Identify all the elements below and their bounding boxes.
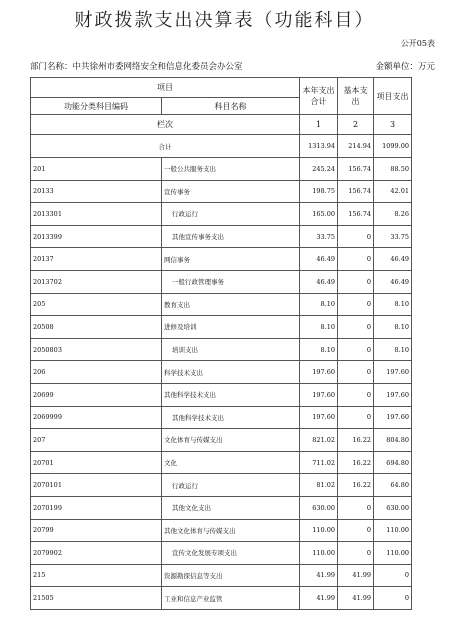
row-code: 2013301 [31, 203, 162, 226]
row-code: 2013399 [31, 225, 162, 248]
row-basic: 0 [338, 519, 374, 542]
row-basic: 156.74 [338, 203, 374, 226]
row-subject-name: 科学技术支出 [162, 361, 300, 384]
row-basic: 16.22 [338, 429, 374, 452]
row-basic: 156.74 [338, 158, 374, 181]
row-total: 821.02 [300, 429, 338, 452]
row-total: 245.24 [300, 158, 338, 181]
row-project: 110.00 [374, 519, 412, 542]
row-subject-name: 其他科学技术支出 [162, 383, 300, 406]
row-code: 20133 [31, 180, 162, 203]
row-total: 46.49 [300, 270, 338, 293]
table-row [31, 158, 412, 181]
row-code: 21505 [31, 587, 162, 610]
row-total: 8.10 [300, 316, 338, 339]
expenditure-table [30, 77, 412, 610]
table-row [31, 542, 412, 565]
row-basic: 0 [338, 542, 374, 565]
row-basic: 0 [338, 316, 374, 339]
row-code: 201 [31, 158, 162, 181]
row-code: 205 [31, 293, 162, 316]
row-subject-name: 教育支出 [162, 293, 300, 316]
row-code: 2013702 [31, 270, 162, 293]
row-total: 110.00 [300, 519, 338, 542]
row-project: 804.80 [374, 429, 412, 452]
row-total: 197.60 [300, 383, 338, 406]
department-name: 部门名称：中共徐州市委网络安全和信息化委员会办公室 [30, 62, 243, 72]
row-code: 2050803 [31, 338, 162, 361]
table-row [31, 270, 412, 293]
row-subject-name: 宣传事务 [162, 180, 300, 203]
row-subject-name: 其他文化支出 [162, 496, 300, 519]
row-subject-name: 文化体育与传媒支出 [162, 429, 300, 452]
row-total: 630.00 [300, 496, 338, 519]
row-project: 46.49 [374, 248, 412, 271]
row-project: 694.80 [374, 451, 412, 474]
row-subject-name: 网信事务 [162, 248, 300, 271]
row-subject-name: 一般公共服务支出 [162, 158, 300, 181]
row-basic: 41.99 [338, 564, 374, 587]
table-row [31, 587, 412, 610]
header-info [30, 60, 435, 72]
row-project: 33.75 [374, 225, 412, 248]
header-project: 项目支出 [374, 78, 412, 115]
row-project: 197.60 [374, 361, 412, 384]
row-basic: 41.99 [338, 587, 374, 610]
row-subject-name: 宣传文化发展专项支出 [162, 542, 300, 565]
row-code: 20699 [31, 383, 162, 406]
total-sum: 1313.94 [300, 135, 338, 158]
row-project: 42.01 [374, 180, 412, 203]
row-subject-name: 其他文化体育与传媒支出 [162, 519, 300, 542]
row-basic: 0 [338, 496, 374, 519]
row-subject-name: 一般行政管理事务 [162, 270, 300, 293]
table-row [31, 225, 412, 248]
table-row [31, 338, 412, 361]
table-row [31, 383, 412, 406]
row-basic: 156.74 [338, 180, 374, 203]
row-project: 46.49 [374, 270, 412, 293]
row-code: 206 [31, 361, 162, 384]
table-row [31, 316, 412, 339]
row-basic: 16.22 [338, 451, 374, 474]
row-total: 165.00 [300, 203, 338, 226]
row-total: 197.60 [300, 361, 338, 384]
header-item: 项目 [31, 78, 300, 98]
row-code: 2069999 [31, 406, 162, 429]
row-subject-name: 行政运行 [162, 203, 300, 226]
row-basic: 0 [338, 338, 374, 361]
table-row [31, 203, 412, 226]
row-basic: 0 [338, 225, 374, 248]
row-basic: 0 [338, 293, 374, 316]
row-code: 20508 [31, 316, 162, 339]
table-row [31, 293, 412, 316]
header-col3: 3 [374, 115, 412, 135]
row-subject-name: 资源勘探信息等支出 [162, 564, 300, 587]
row-project: 64.80 [374, 474, 412, 497]
row-project: 8.10 [374, 338, 412, 361]
table-row [31, 564, 412, 587]
table-row [31, 496, 412, 519]
total-label: 合计 [31, 135, 300, 158]
row-project: 0 [374, 587, 412, 610]
row-basic: 0 [338, 361, 374, 384]
row-basic: 16.22 [338, 474, 374, 497]
row-project: 197.60 [374, 383, 412, 406]
row-project: 197.60 [374, 406, 412, 429]
row-total: 46.49 [300, 248, 338, 271]
table-row [31, 474, 412, 497]
table-row [31, 248, 412, 271]
row-code: 2070199 [31, 496, 162, 519]
header-func-code: 功能分类科目编码 [31, 98, 162, 115]
header-subject-name: 科目名称 [162, 98, 300, 115]
row-project: 0 [374, 564, 412, 587]
table-row [31, 519, 412, 542]
row-project: 8.10 [374, 293, 412, 316]
table-row [31, 406, 412, 429]
row-code: 207 [31, 429, 162, 452]
row-code: 20137 [31, 248, 162, 271]
row-code: 20799 [31, 519, 162, 542]
row-basic: 0 [338, 383, 374, 406]
table-row [31, 180, 412, 203]
row-total: 81.02 [300, 474, 338, 497]
row-total: 41.99 [300, 564, 338, 587]
table-row [31, 451, 412, 474]
row-project: 88.50 [374, 158, 412, 181]
row-project: 8.26 [374, 203, 412, 226]
table-code: 公开05表 [400, 39, 435, 48]
row-total: 110.00 [300, 542, 338, 565]
row-subject-name: 进修及培训 [162, 316, 300, 339]
row-basic: 0 [338, 270, 374, 293]
row-total: 33.75 [300, 225, 338, 248]
row-subject-name: 文化 [162, 451, 300, 474]
row-project: 110.00 [374, 542, 412, 565]
row-subject-name: 培训支出 [162, 338, 300, 361]
row-subject-name: 工业和信息产业监管 [162, 587, 300, 610]
row-total: 197.60 [300, 406, 338, 429]
row-project: 630.00 [374, 496, 412, 519]
row-total: 198.75 [300, 180, 338, 203]
row-code: 215 [31, 564, 162, 587]
row-total: 41.99 [300, 587, 338, 610]
header-col1: 1 [300, 115, 338, 135]
table-row [31, 361, 412, 384]
total-row [31, 135, 412, 158]
row-basic: 0 [338, 406, 374, 429]
row-total: 711.02 [300, 451, 338, 474]
table-row [31, 429, 412, 452]
report-title: 财政拨款支出决算表（功能科目） [74, 10, 375, 31]
row-code: 2079902 [31, 542, 162, 565]
row-code: 20701 [31, 451, 162, 474]
row-basic: 0 [338, 248, 374, 271]
row-subject-name: 其他宣传事务支出 [162, 225, 300, 248]
header-total: 本年支出合计 [300, 78, 338, 115]
amount-unit: 金额单位：万元 [375, 62, 435, 72]
row-code: 2070101 [31, 474, 162, 497]
row-subject-name: 其他科学技术支出 [162, 406, 300, 429]
row-total: 8.10 [300, 338, 338, 361]
header-col-order: 栏次 [31, 115, 300, 135]
header-col2: 2 [338, 115, 374, 135]
row-project: 8.10 [374, 316, 412, 339]
header-basic: 基本支出 [338, 78, 374, 115]
row-subject-name: 行政运行 [162, 474, 300, 497]
total-basic: 214.94 [338, 135, 374, 158]
row-total: 8.10 [300, 293, 338, 316]
total-project: 1099.00 [374, 135, 412, 158]
